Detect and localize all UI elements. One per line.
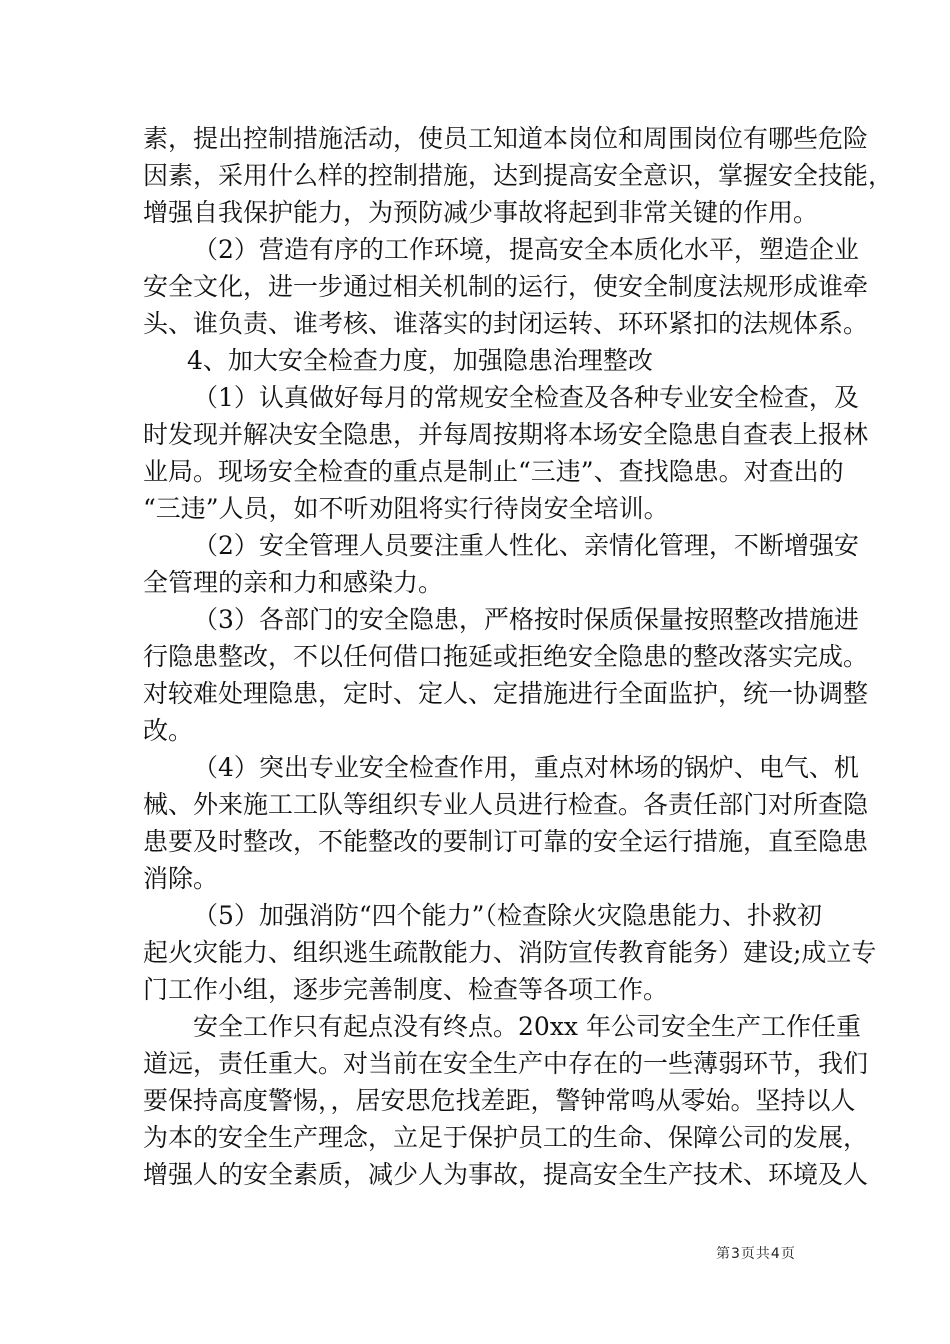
text-line: 为本的安全生产理念，立足于保护员工的生命、保障公司的发展， — [143, 1123, 869, 1152]
text-line: 增强自我保护能力，为预防减少事故将起到非常关键的作用。 — [143, 198, 819, 227]
text-line: （2）营造有序的工作环境，提高安全本质化水平，塑造企业 — [193, 235, 859, 264]
text-line: （5）加强消防“四个能力”（检查除火灾隐患能力、扑救初 — [193, 901, 822, 930]
section-heading — [143, 342, 817, 379]
text-line: （1）认真做好每月的常规安全检查及各种专业安全检查，及 — [193, 383, 859, 412]
paragraph — [143, 601, 869, 749]
text-line: 全管理的亲和力和感染力。 — [143, 568, 444, 597]
text-line: 增强人的安全素质，减少人为事故，提高安全生产技术、环境及人 — [143, 1160, 869, 1189]
text-line: 4、加大安全检查力度，加强隐患治理整改 — [187, 346, 653, 375]
text-line: 安全文化，进一步通过相关机制的运行，使安全制度法规形成谁牵 — [143, 272, 869, 301]
text-line: （4）突出专业安全检查作用，重点对林场的锅炉、电气、机 — [193, 753, 859, 782]
document-body — [143, 120, 894, 1193]
text-line: 消除。 — [143, 864, 219, 893]
text-line: 素，提出控制措施活动，使员工知道本岗位和周围岗位有哪些危险 — [143, 124, 869, 153]
text-line: 门工作小组，逐步完善制度、检查等各项工作。 — [143, 975, 669, 1004]
text-line: 改。 — [143, 716, 194, 745]
text-line: 要保持高度警惕，，居安思危找差距，警钟常鸣从零始。坚持以人 — [143, 1086, 856, 1115]
page-number: 第3页共4页 — [716, 1246, 796, 1262]
text-line: 头、谁负责、谁考核、谁落实的封闭运转、环环紧扣的法规体系。 — [143, 309, 869, 338]
paragraph — [143, 231, 869, 342]
text-line: 时发现并解决安全隐患，并每周按期将本场安全隐患自查表上报林 — [143, 420, 869, 449]
text-line: 安全工作只有起点没有终点。20xx 年公司安全生产工作任重 — [193, 1012, 861, 1041]
paragraph — [143, 120, 894, 231]
paragraph — [143, 1008, 869, 1193]
text-line: 对较难处理隐患，定时、定人、定措施进行全面监护，统一协调整 — [143, 679, 869, 708]
text-line: 因素，采用什么样的控制措施，达到提高安全意识，掌握安全技能， — [143, 161, 894, 190]
paragraph — [143, 379, 869, 527]
text-line: 起火灾能力、组织逃生疏散能力、消防宣传教育能务）建设;成立专 — [143, 938, 877, 967]
paragraph — [143, 527, 859, 601]
text-line: 行隐患整改，不以任何借口拖延或拒绝安全隐患的整改落实完成。 — [143, 642, 869, 671]
text-line: （3）各部门的安全隐患，严格按时保质保量按照整改措施进 — [193, 605, 859, 634]
paragraph — [143, 749, 869, 897]
text-line: 患要及时整改，不能整改的要制订可靠的安全运行措施，直至隐患 — [143, 827, 869, 856]
text-line: 业局。现场安全检查的重点是制止“三违”、查找隐患。对查出的 — [143, 457, 844, 486]
text-line: 械、外来施工工队等组织专业人员进行检查。各责任部门对所查隐 — [143, 790, 869, 819]
paragraph — [143, 897, 877, 1008]
text-line: “三违”人员，如不听劝阻将实行待岗安全培训。 — [143, 494, 669, 523]
text-line: （2）安全管理人员要注重人性化、亲情化管理，不断增强安 — [193, 531, 859, 560]
text-line: 道远，责任重大。对当前在安全生产中存在的一些薄弱环节，我们 — [143, 1049, 869, 1078]
